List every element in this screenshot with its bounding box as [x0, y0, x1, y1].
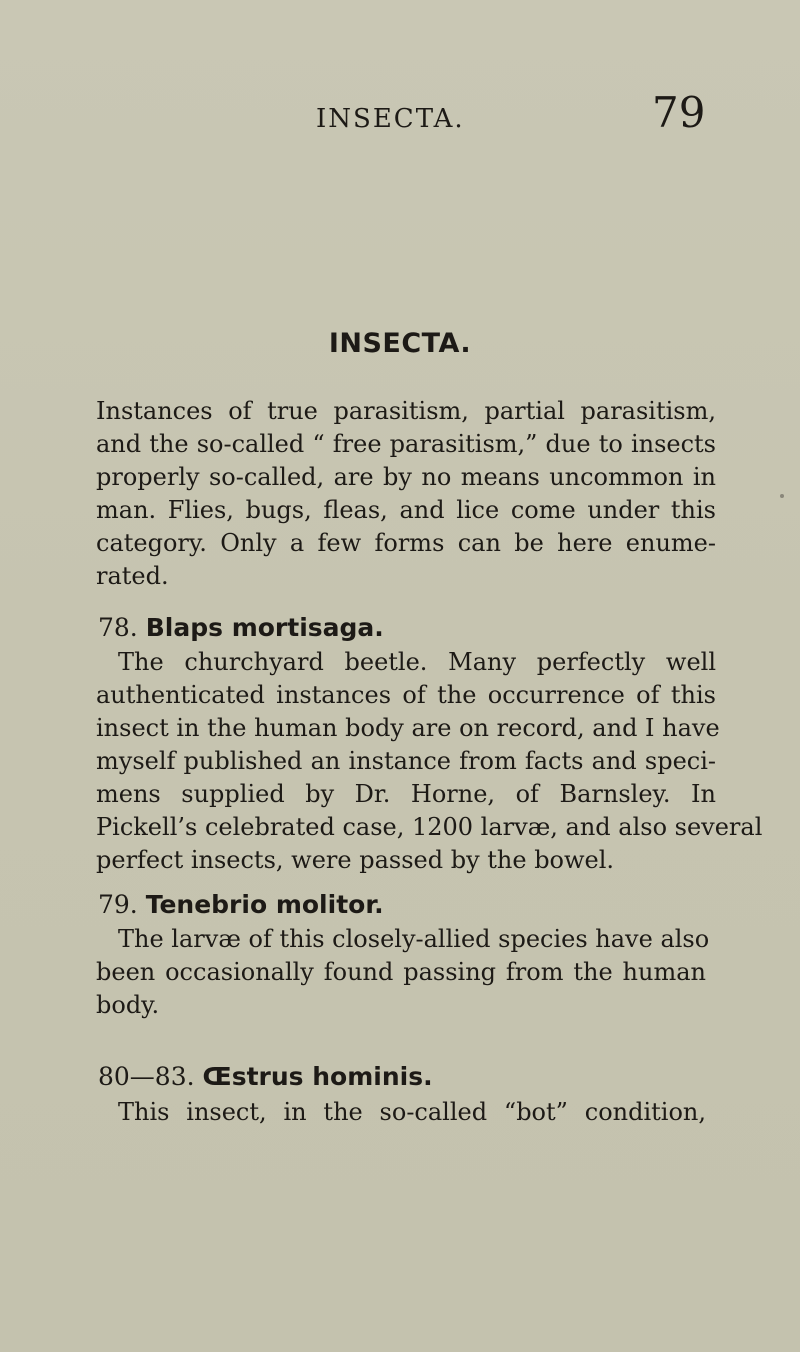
- entry-number: 79.: [98, 890, 138, 919]
- entry-line: perfect insects, were passed by the bowel.: [96, 846, 615, 874]
- entry-heading-80-83: [98, 1062, 433, 1091]
- entry-number: 80—83.: [98, 1062, 195, 1091]
- entry-line: myself published an instance from facts and speci-: [96, 747, 716, 775]
- intro-line: Instances of true parasitism, partial parasitism,: [96, 397, 716, 425]
- running-head: INSECTA.: [316, 104, 465, 134]
- entry-number: 78.: [98, 613, 138, 642]
- entry-name: Blaps mortisaga.: [145, 613, 384, 642]
- entry-name: Œstrus hominis.: [202, 1062, 433, 1091]
- entry-line: insect in the human body are on record, and I have: [96, 714, 720, 742]
- entry-body-80-83: [96, 1096, 706, 1129]
- entry-line: authenticated instances of the occurrence of this: [96, 681, 716, 709]
- intro-line: and the so-called “ free parasitism,” due to insects: [96, 430, 716, 458]
- entry-line: This insect, in the so-called “bot” condition,: [118, 1098, 706, 1126]
- entry-line: Pickell’s celebrated case, 1200 larvæ, and also several: [96, 813, 763, 841]
- intro-line: man. Flies, bugs, fleas, and lice come under this: [96, 496, 716, 524]
- intro-line: properly so-called, are by no means uncommon in: [96, 463, 716, 491]
- entry-body-79: [96, 923, 710, 1022]
- margin-speck: [780, 494, 784, 498]
- entry-name: Tenebrio molitor.: [145, 890, 384, 919]
- intro-paragraph: [96, 395, 716, 593]
- entry-heading-78: [98, 613, 384, 642]
- section-title: INSECTA.: [328, 328, 472, 359]
- intro-line: rated.: [96, 562, 169, 590]
- entry-line: The larvæ of this closely-allied species have also: [118, 925, 710, 953]
- intro-line: category. Only a few forms can be here enume-: [96, 529, 716, 557]
- entry-line: The churchyard beetle. Many perfectly well: [118, 648, 716, 676]
- page-number: 79: [652, 88, 706, 137]
- entry-line: body.: [96, 991, 160, 1019]
- entry-heading-79: [98, 890, 384, 919]
- entry-line: mens supplied by Dr. Horne, of Barnsley. In: [96, 780, 716, 808]
- entry-line: been occasionally found passing from the human: [96, 958, 706, 986]
- entry-body-78: [96, 646, 763, 877]
